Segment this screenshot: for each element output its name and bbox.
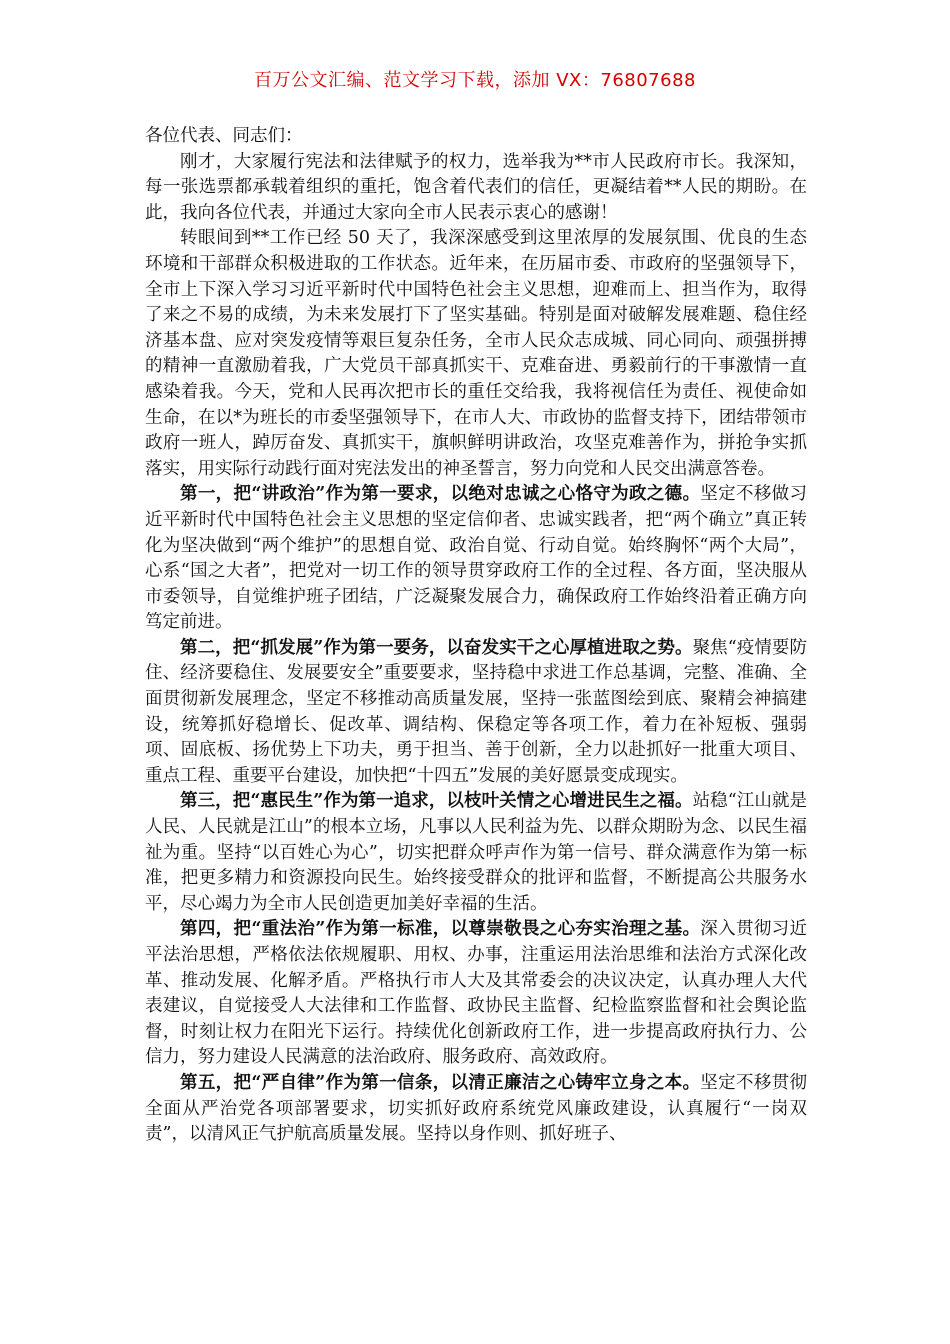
- point-paragraph: [145, 789, 807, 917]
- point-lead: 第四，把“重法治”作为第一标准，以尊崇敬畏之心夯实治理之基。: [180, 919, 701, 940]
- point-paragraph: [145, 1071, 807, 1148]
- paragraph-opening: 刚才，大家履行宪法和法律赋予的权力，选举我为**市人民政府市长。我深知，每一张选票都承载着组织的重托，饱含着代表们的信任，更凝结着**人民的期盼。在此，我向各位代表，并通过大家向全市人民表示衷心的感谢！: [145, 151, 807, 223]
- point-lead: 第五，把“严自律”作为第一信条，以清正廉洁之心铸牢立身之本。: [180, 1072, 701, 1093]
- point-text: 坚定不移做习近平新时代中国特色社会主义思想的坚定信仰者、忠诚实践者，把“两个确立”真正转化为坚决做到“两个维护”的思想自觉、政治自觉、行动自觉。始终胸怀“两个大局”，心系“国之大者”，把党对一切工作的领导贯穿政府工作的全过程、各方面，坚决服从市委领导，自觉维护班子团结，广泛凝聚发展合力，确保政府工作始终沿着正确方向笃定前进。: [145, 484, 807, 633]
- point-text: 坚定不移贯彻全面从严治党各项部署要求，切实抓好政府系统党风廉政建设，认真履行“一岗双责”，以清风正气护航高质量发展。坚持以身作则、抓好班子、: [145, 1072, 807, 1145]
- document-body: [145, 124, 807, 1148]
- point-paragraph: [145, 636, 807, 790]
- point-lead: 第三，把“惠民生”作为第一追求，以枝叶关情之心增进民生之福。: [180, 791, 693, 812]
- point-text: 站稳“江山就是人民、人民就是江山”的根本立场，凡事以人民利益为先、以群众期盼为念、以民生福祉为重。坚持“以百姓心为心”，切实把群众呼声作为第一信号、群众满意作为第一标准，把更多精力和资源投向民生。始终接受群众的批评和监督，不断提高公共服务水平，尽心竭力为全市人民创造更加美好幸福的生活。: [145, 791, 807, 914]
- promo-header: 百万公文汇编、范文学习下载，添加 VX：76807688: [254, 70, 696, 91]
- point-paragraph: [145, 482, 807, 636]
- paragraph-context: 转眼间到**工作已经 50 天了，我深深感受到这里浓厚的发展氛围、优良的生态环境和干部群众积极进取的工作状态。近年来，在历届市委、市政府的坚强领导下，全市上下深入学习习近平新时代中国特色社会主义思想，迎难而上、担当作为，取得了来之不易的成绩，为未来发展打下了坚实基础。特别是面对破解发展难题、稳住经济基本盘、应对突发疫情等艰巨复杂任务，全市人民众志成城、同心同向、顽强拼搏的精神一直激励着我，广大党员干部真抓实干、克难奋进、勇毅前行的干事激情一直感染着我。今天，党和人民再次把市长的重任交给我，我将视信任为责任、视使命如生命，在以*为班长的市委坚强领导下，在市人大、市政协的监督支持下，团结带领市政府一班人，踔厉奋发、真抓实干，旗帜鲜明讲政治，攻坚克难善作为，拼抢争实抓落实，用实际行动践行面对宪法发出的神圣誓言，努力向党和人民交出满意答卷。: [145, 228, 807, 479]
- point-text: 深入贯彻习近平法治思想，严格依法依规履职、用权、办事，注重运用法治思维和法治方式深化改革、推动发展、化解矛盾。严格执行市人大及其常委会的决议决定，认真办理人大代表建议，自觉接受人大法律和工作监督、政协民主监督、纪检监察监督和社会舆论监督，时刻让权力在阳光下运行。持续优化创新政府工作，进一步提高政府执行力、公信力，努力建设人民满意的法治政府、服务政府、高效政府。: [145, 919, 807, 1068]
- point-paragraph: [145, 917, 807, 1071]
- point-lead: 第一，把“讲政治”作为第一要求，以绝对忠诚之心恪守为政之德。: [180, 484, 701, 505]
- point-text: 聚焦“疫情要防住、经济要稳住、发展要安全”重要要求，坚持稳中求进工作总基调，完整、准确、全面贯彻新发展理念，坚定不移推动高质量发展，坚持一张蓝图绘到底、聚精会神搞建设，统筹抓好稳增长、促改革、调结构、保稳定等各项工作，着力在补短板、强弱项、固底板、扬优势上下功夫，勇于担当、善于创新，全力以赴抓好一批重大项目、重点工程、重要平台建设，加快把“十四五”发展的美好愿景变成现实。: [145, 637, 807, 786]
- salutation: 各位代表、同志们：: [145, 126, 303, 146]
- point-lead: 第二，把“抓发展”作为第一要务，以奋发实干之心厚植进取之势。: [180, 637, 693, 658]
